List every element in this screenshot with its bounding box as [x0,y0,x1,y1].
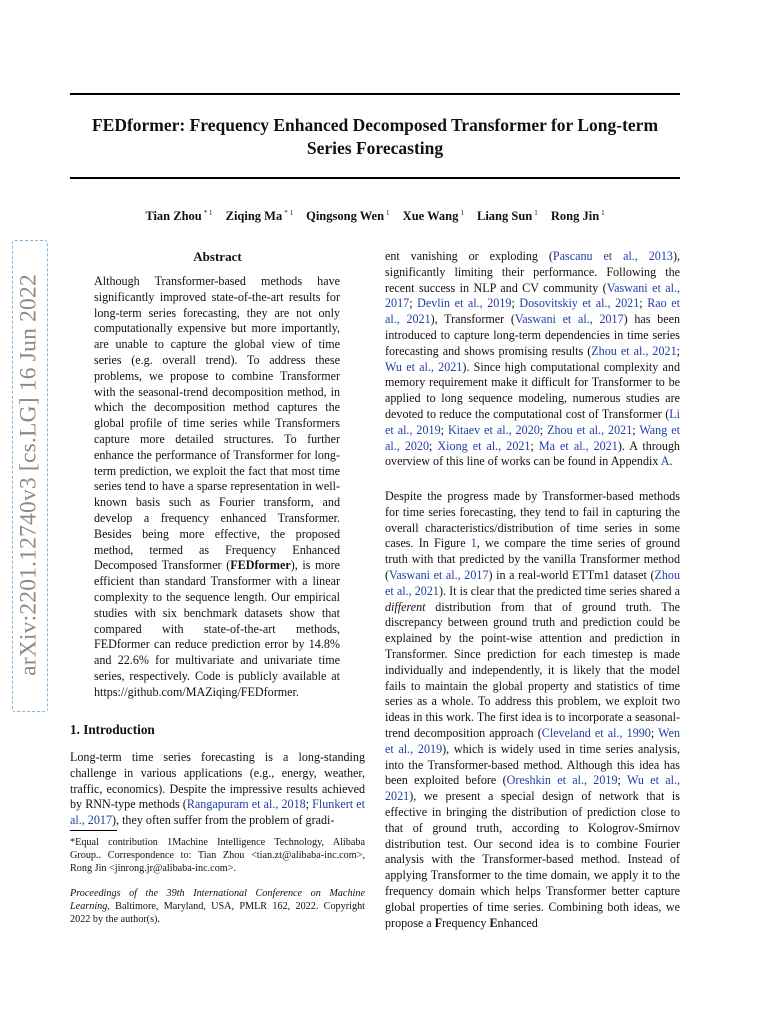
citation-link[interactable]: Oreshkin et al., 2019 [506,773,618,788]
citation-link[interactable]: Wang et al., 2020 [385,422,680,453]
citation-link[interactable]: Xiong et al., 2021 [437,438,531,453]
author-name: Xue Wang [402,209,459,224]
author-affiliation-mark: 1 [534,209,538,217]
citation-link[interactable]: Dosovitskiy et al., 2021 [519,296,640,311]
citation-link[interactable]: Cleveland et al., 1990 [541,725,651,740]
citation-link[interactable]: Zhou et al., 2021 [385,567,680,598]
introduction-text: Long-term time series forecasting is a long-standing challenge in various applications (e.g., energy, weather, traffic, economics). Despite the impressive results achieved by RNN-type methods (Rangapuram et al., 2018; Flunkert et al., 2017), they often suffer from the problem of gradi- [70,750,365,828]
footnote: *Equal contribution 1Machine Intelligence Technology, Alibaba Group.. Correspondence to: Tian Zhou <tian.zt@alibaba-inc.com>, Rong Jin <jinrong.jr@alibaba-inc.com>. [70,837,365,875]
author [403,209,464,223]
figure-link[interactable]: 1 [470,536,477,551]
appendix-link[interactable]: A [660,454,670,469]
section-heading-introduction: 1. Introduction [70,722,155,737]
model-name: FEDformer [230,558,291,573]
citation-link[interactable]: Devlin et al., 2019 [417,296,512,311]
abstract-heading: Abstract [193,249,242,264]
author [551,209,605,223]
author [145,209,212,223]
author [226,209,293,223]
title-rule-bottom [70,177,680,179]
emphasis-letter: E [489,915,498,930]
proceedings-note: Proceedings of the 39th International Conference on Machine Learning, Baltimore, Maryland, USA, PMLR 162, 2022. Copyright 2022 by the author(s). [70,888,365,926]
author-list [70,205,680,224]
citation-link[interactable]: Wen et al., 2019 [385,725,680,756]
citation-link[interactable]: Vaswani et al., 2017 [389,567,489,582]
author-affiliation-mark: 1 [460,209,464,217]
author-affiliation-mark: 1 [601,209,605,217]
citation-link[interactable]: Vaswani et al., 2017 [514,312,624,327]
author [306,209,389,223]
citation-link[interactable]: Pascanu et al., 2013 [552,249,673,263]
citation-link[interactable]: Rao et al., 2021 [385,296,680,327]
citation-link[interactable]: Wu et al., 2021 [385,359,463,374]
emphasis-letter: F [434,915,443,930]
abstract-text: Although Transformer-based methods have significantly improved state-of-the-art results for long-term series forecasting, they are not only computationally expensive but more importantly, are unable to capture the global view of time series (e.g. overall trend). To address these problems, we propose to combine Transformer with the seasonal-trend decomposition method, in which the decomposition method captures the global profile of time series while Transformers capture more detailed structures. To further enhance the performance of Transformer for long-term prediction, we exploit the fact that most time series tend to have a sparse representation in well-known basis such as Fourier transform, and develop a frequency enhanced Transformer. Besides being more effective, the proposed method, termed as Frequency Enhanced Decomposed Transformer (FEDformer), is more efficient than standard Transformer with a linear complexity to the sequence length. Our empirical studies with six benchmark datasets show that compared with state-of-the-art methods, FEDformer can reduce prediction error by 14.8% and 22.6% for multivariate and univariate time series, respectively. Code is publicly available at https://github.com/MAZiqing/FEDformer. [94,274,340,699]
footnote-divider [70,830,117,831]
citation-link[interactable]: Vaswani et al., 2017 [385,280,680,311]
title-rule-top [70,93,680,95]
citation-link[interactable]: Li et al., 2019 [385,406,680,437]
emphasis: different [385,599,426,614]
citation-link[interactable]: Zhou et al., 2021 [547,422,633,437]
citation-link[interactable]: Flunkert et al., 2017 [70,797,365,828]
citation-link[interactable]: Zhou et al., 2021 [591,343,677,358]
author [477,209,538,223]
author-name: Qingsong Wen [306,209,385,224]
paper-title: FEDformer: Frequency Enhanced Decomposed Transformer for Long-term Series Forecasting [91,115,659,158]
arxiv-identifier: arXiv:2201.12740v3 [cs.LG] 16 Jun 2022 [15,274,42,676]
citation-link[interactable]: Wu et al., 2021 [385,773,680,804]
author-name: Liang Sun [477,209,533,224]
author-name: Rong Jin [550,209,600,224]
introduction-paragraph: Despite the progress made by Transformer-based methods for time series forecasting, they tend to fail in capturing the overall characteristics/distribution of time series in some cases. In Figure 1, we compare the time series of ground truth with that predicted by the vanilla Transformer method (Vaswani et al., 2017) in a real-world ETTm1 dataset (Zhou et al., 2021). It is clear that the predicted time series shared a different distribution from that of ground truth. The discrepancy between ground truth and prediction could be explained by the point-wise attention and prediction in Transformer. Since prediction for each timestep is made individually and independently, it is likely that the model fails to maintain the global property and statistics of time series as a whole. To address this problem, we exploit two ideas in this work. The first idea is to incorporate a seasonal-trend decomposition approach (Cleveland et al., 1990; Wen et al., 2019), which is widely used in time series analysis, into the Transformer-based method. Although this idea has been exploited before (Oreshkin et al., 2019; Wu et al., 2021), we present a special design of network that is effective in bringing the distribution of prediction close to that of ground truth, according to Kologrov-Smirnov distribution test. Our second idea is to combine Fourier analysis with the Transformer-based method. Instead of applying Transformer to the time domain, we apply it to the frequency domain which helps Transformer better capture global properties of time series. Combining both ideas, we propose a Frequency Enhanced [385,489,680,930]
citation-link[interactable]: Kitaev et al., 2020 [447,422,540,437]
citation-link[interactable]: Ma et al., 2021 [538,438,618,453]
citation-link[interactable]: Rangapuram et al., 2018 [186,797,306,812]
author-affiliation-mark: * 1 [284,209,293,217]
author-affiliation-mark: * 1 [203,209,213,217]
author-affiliation-mark: 1 [386,209,390,217]
introduction-paragraph: ent vanishing or exploding (Pascanu et al., 2013), significantly limiting their performance. Following the recent success in NLP and CV community (Vaswani et al., 2017; Devlin et al., 2019; Dosovitskiy et al., 2021; Rao et al., 2021), Transformer (Vaswani et al., 2017) has been introduced to capture long-term dependencies in time series forecasting and shows promising results (Zhou et al., 2021; Wu et al., 2021). Since high computational complexity and memory requirement make it difficult for Transformer to be applied to long sequence modeling, numerous studies are devoted to reduce the computational cost of Transformer (Li et al., 2019; Kitaev et al., 2020; Zhou et al., 2021; Wang et al., 2020; Xiong et al., 2021; Ma et al., 2021). A through overview of this line of works can be found in Appendix A. [385,249,681,469]
author-name: Tian Zhou [145,209,202,224]
author-name: Ziqing Ma [225,209,283,224]
